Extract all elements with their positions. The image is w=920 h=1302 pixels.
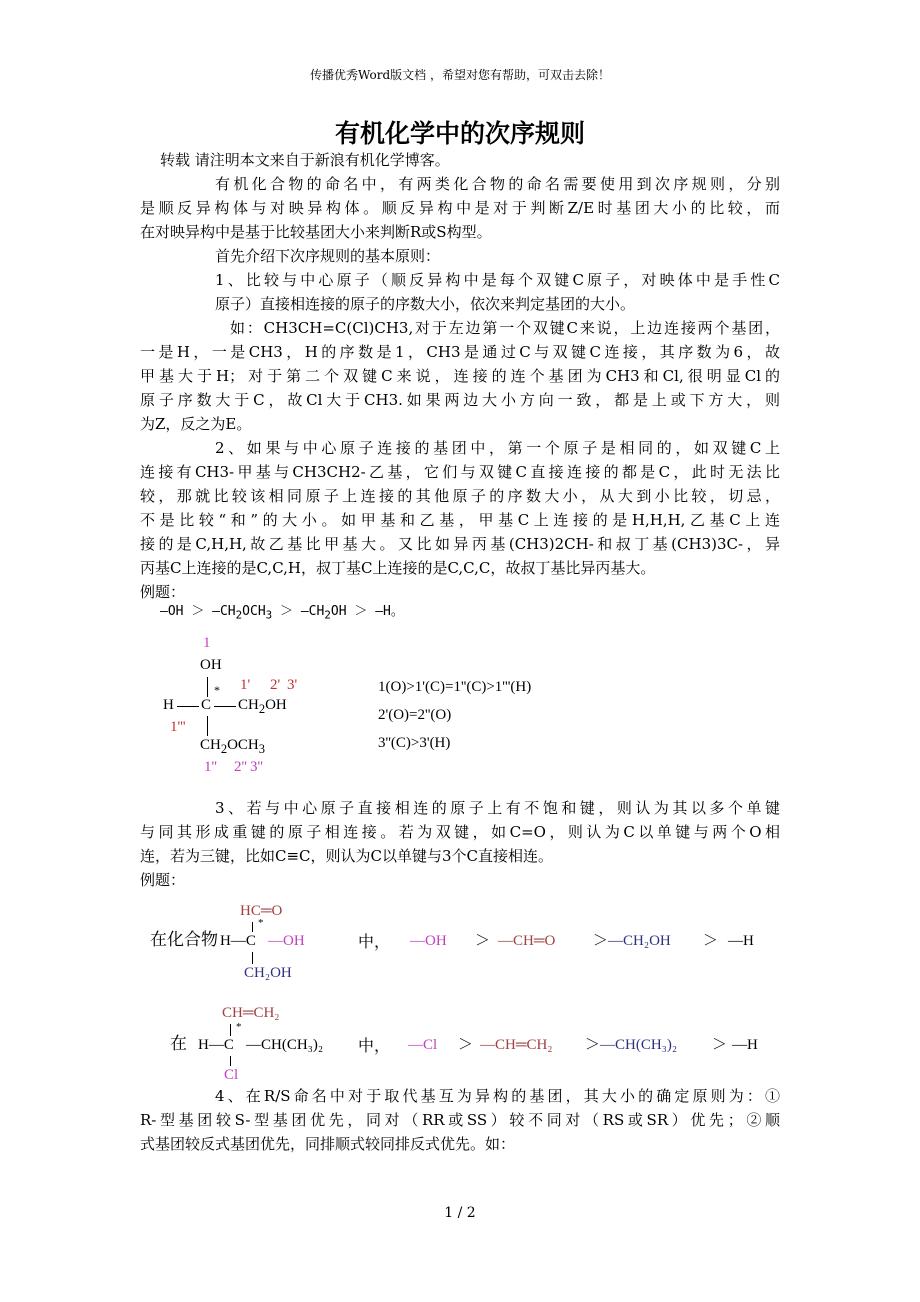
example-2-bottom-group: Cl [224,1067,239,1083]
bond-line [230,1056,231,1066]
page-header: 传播优秀Word版文档 ，希望对您有帮助，可双击去除！ [310,68,610,82]
text-line: 3、若与中心原子直接相连的原子上有不饱和键，则认为其以多个单键 [215,799,780,817]
example-1-bottom-group: CH₂OH [244,965,292,981]
bond-line [230,1024,231,1036]
text-line: 如：CH3CH=C(Cl)CH3,对于左边第一个双键C来说，上边连接两个基团， [230,319,780,337]
text-line: 有机化合物的命名中，有两类化合物的命名需要使用到次序规则，分别 [215,175,780,193]
text-line: 式基团较反式基团优先，同排顺式较同排反式优先。如： [140,1135,516,1153]
example-2-top-group: CH═CH₂ [222,1005,280,1021]
text-line: 较，那就比较该相同原子上连接的其他原子的序数大小，从大到小比较，切忌， [140,487,780,505]
section-intro [140,148,780,604]
chiral-molecule-diagram-1: 1 OH 1' 2' 3' H C * $CH_2OH$ 1''' $CH_2OCH_3$ 1'' 2'' 3'' 1(O)>1'(C)=1''(C)>1'''(H) 2'(O)=2''(O) 3''(C)>3'(H) [163,635,532,775]
example-1-right-group: —OH [268,933,305,949]
text-line: 原子序数大于C，故Cl大于CH3.如果两边大小方向一致，都是上或下方大，则 [140,391,780,409]
text-line: 甲基大于H；对于第二个双键C来说，连接的连个基团为CH3和Cl,很明显Cl的 [140,367,780,385]
text-line: 例题： [140,871,186,889]
example-2-prefix: 在 [170,1034,187,1054]
text-line: 在对映异构中是基于比较基团大小来判断R或S构型。 [140,223,492,241]
text-line: 接的是C,H,H,故乙基比甲基大。又比如异丙基(CH3)2CH-和叔丁基(CH3)3C-，异 [140,535,780,553]
bond-line [252,952,253,964]
text-line: 不是比较“和”的大小。如甲基和乙基，甲基C上连接的是H,H,H,乙基C上连 [140,511,780,529]
example-1-left-group: H—C [220,933,256,949]
example-1-top-group: HC═O [240,903,283,919]
example-diagram-2: 在化合物 HC═O H—C * —OH CH₂OH 中， —OH ＞ —CH═O ＞ —CH₂OH ＞ —H CH═CH₂ 在 H—C * —CH(CH₃)₂ Cl 中， —Cl ＞ —CH═CH₂ ＞ —CH(CH₃)₂ ＞ —H [150,903,758,1083]
chiral-star: * [258,917,264,929]
text-line: 与同其形成重键的原子相连接。若为双键，如C=O，则认为C以单键与两个O相 [140,823,780,841]
text-line: R-型基团较S-型基团优先，同对（RR或SS）较不同对（RS或SR）优先；②顺 [140,1111,780,1129]
text-line: 为Z，反之为E。 [140,415,252,433]
priority-order-formula: —OH ＞ $—CH_2OCH_3$ ＞ $—CH_2OH$ ＞ —H。 [160,604,404,622]
text-line: 连，若为三键，比如C≡C，则认为C以单键与3个C直接相连。 [140,847,554,865]
example-2-right-group: —CH(CH₃)₂ [246,1037,324,1053]
text-line: 1、比较与中心原子（顺反异构中是每个双键C原子，对映体中是手性C [215,271,780,289]
text-line: 首先介绍下次序规则的基本原则： [215,247,441,265]
page-title: 有机化学中的次序规则 [334,119,585,148]
text-line: 丙基C上连接的是C,C,H，叔丁基C上连接的是C,C,C，故叔丁基比异丙基大。 [140,559,656,577]
example-2-left-group: H—C [198,1037,234,1053]
bond-line [252,922,253,932]
section-rule-4 [140,1084,780,1156]
chiral-star: * [236,1021,242,1033]
example-1-prefix: 在化合物 [150,930,218,950]
text-line: 是顺反异构体与对映异构体。顺反异构中是对于判断Z/E时基团大小的比较，而 [140,199,780,217]
text-line: 原子）直接相连接的原子的序数大小，依次来判定基团的大小。 [215,295,636,313]
text-line: 连接有CH3-甲基与CH3CH2-乙基，它们与双键C直接连接的都是C，此时无法比 [140,463,780,481]
text-line: 2、如果与中心原子连接的基团中，第一个原子是相同的，如双键C上 [215,439,780,457]
text-line: 一是H，一是CH3，H的序数是1，CH3是通过C与双键C连接，其序数为6，故 [140,343,780,361]
text-line: 例题： [140,583,186,601]
section-rule-3 [140,796,780,892]
page-number: 1 / 2 [444,1205,476,1221]
text-line: 转载 请注明本文来自于新浪有机化学博客。 [160,151,450,169]
text-line: 4、在R/S命名中对于取代基互为异构的基团，其大小的确定原则为：① [215,1087,780,1105]
